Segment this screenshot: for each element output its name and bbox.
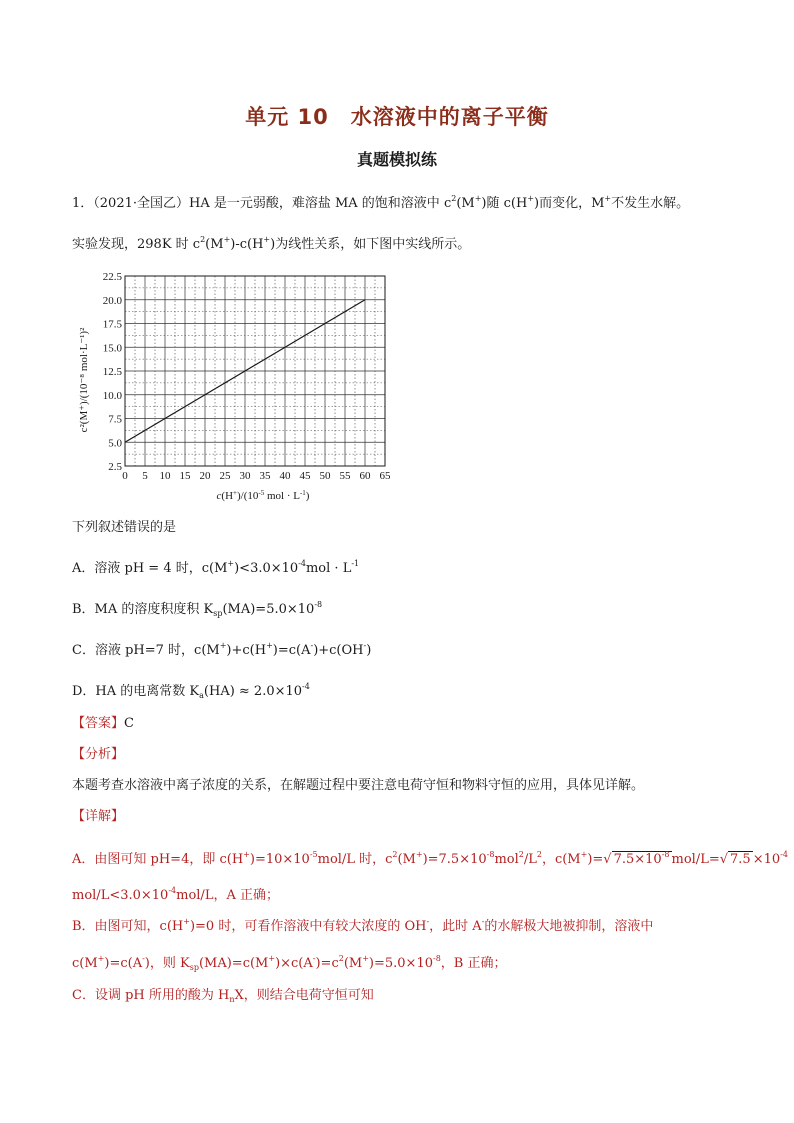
superscript: 2 [338, 954, 344, 963]
page-subtitle: 真题模拟练 [356, 150, 437, 169]
x-tick-label: 25 [219, 470, 231, 482]
y-tick-label: 20.0 [102, 294, 122, 307]
question-stem-line-2 [72, 231, 470, 254]
x-tick-label: 45 [299, 470, 311, 482]
superscript: -5 [309, 850, 318, 859]
superscript: + [266, 641, 273, 650]
text-segment: mol/L<3.0×10 [72, 888, 169, 903]
detail-c-line-1 [72, 987, 374, 1009]
y-tick-label: 22.5 [102, 271, 122, 283]
text-segment: ) [366, 643, 372, 658]
text-segment: mol/L 时，c [317, 852, 393, 867]
option-c [72, 637, 371, 660]
text-segment: ，此时 A [429, 919, 482, 934]
text-segment: ，c(M [541, 852, 581, 867]
detail-b-line-2 [72, 950, 506, 977]
text-segment: )×c(A [275, 956, 313, 971]
text-segment: 不发生水解。 [611, 196, 690, 211]
superscript: 2 [518, 850, 524, 859]
superscript: + [415, 850, 423, 859]
superscript: + [183, 917, 190, 926]
superscript: - [363, 641, 367, 650]
subscript: a [199, 691, 204, 700]
radicand [612, 851, 672, 867]
text-segment: )=0 时，可看作溶液中有较大浓度的 OH [189, 919, 427, 934]
text-segment: mol [494, 852, 519, 867]
x-tick-label: 50 [319, 470, 331, 482]
radicand: 7.5 [730, 852, 751, 867]
subscript: sp [189, 963, 199, 972]
x-label-part: mol · L [264, 490, 300, 502]
superscript: + [227, 559, 235, 568]
text-segment: (M [343, 956, 363, 971]
text-segment: C．溶液 pH=7 时，c(M [72, 643, 220, 658]
y-tick-label: 2.5 [108, 461, 122, 473]
text-segment: )= [587, 852, 604, 867]
detail-b-line-1 [72, 913, 653, 936]
text-segment: mol/L，A 正确； [176, 888, 279, 903]
superscript: - [481, 917, 485, 926]
question-stem-line-1 [72, 190, 689, 213]
superscript: -4 [298, 559, 306, 568]
y-tick-label: 7.5 [108, 413, 122, 426]
x-label-part: (H [221, 490, 234, 502]
x-label-part: ) [305, 490, 310, 502]
superscript: -8 [433, 954, 441, 963]
text-segment: 实验发现，298K 时 c [72, 237, 201, 252]
superscript: + [362, 954, 369, 963]
x-label-part: -1 [299, 489, 306, 497]
line-chart [72, 262, 402, 507]
superscript: + [223, 235, 231, 244]
detail-a-line-1 [72, 846, 788, 869]
superscript: -4 [302, 682, 310, 691]
sqrt-symbol: √ [603, 852, 612, 867]
y-tick-label: 5.0 [108, 437, 122, 450]
text-segment: (M [456, 196, 475, 211]
text-segment: (M [397, 852, 416, 867]
text-segment: ，B 正确； [440, 956, 507, 971]
text-segment: )为线性关系，如下图中实线所示。 [270, 237, 471, 252]
answer-label: 【答案】 [72, 716, 125, 731]
x-tick-label: 30 [239, 470, 251, 482]
superscript: + [268, 954, 276, 963]
analysis-label: 【分析】 [72, 747, 125, 762]
text-segment: )-c(H [230, 237, 264, 252]
answer-value: C [124, 716, 134, 731]
text-segment: (MA)=5.0×10 [222, 602, 315, 617]
text-segment: (M [205, 237, 224, 252]
text-segment: )=10×10 [249, 852, 310, 867]
superscript: -8 [486, 850, 495, 859]
text-segment: )<3.0×10 [234, 561, 299, 576]
x-tick-label: 10 [159, 470, 171, 482]
text-segment: )=c(A [272, 643, 311, 658]
text-segment: A．溶液 pH = 4 时，c(M [72, 561, 228, 576]
x-tick-label: 60 [359, 470, 371, 482]
text-segment: D．HA 的电离常数 K [72, 684, 200, 699]
superscript: + [604, 194, 612, 203]
chart-grid [125, 276, 385, 466]
x-tick-labels [122, 470, 391, 482]
text-segment: )随 c(H [481, 196, 528, 211]
superscript: + [263, 235, 271, 244]
subscript: sp [213, 609, 223, 618]
y-tick-labels [103, 271, 123, 473]
page-title: 单元 10 水溶液中的离子平衡 [245, 105, 549, 129]
superscript: -4 [168, 886, 177, 895]
superscript: + [243, 850, 250, 859]
superscript: - [142, 954, 145, 963]
x-label-part: -5 [258, 489, 265, 497]
y-tick-label: 12.5 [102, 366, 122, 378]
text-segment: ×10 [752, 852, 781, 867]
x-tick-label: 20 [199, 470, 211, 482]
superscript: -8 [314, 600, 323, 609]
superscript: + [219, 641, 227, 650]
x-tick-label: 15 [179, 470, 191, 482]
text-segment: 的水解极大地被抑制，溶液中 [484, 919, 654, 934]
text-segment: X，则结合电荷守恒可知 [234, 988, 374, 1003]
option-b [72, 596, 322, 623]
text-segment: C．设调 pH 所用的酸为 H [72, 988, 230, 1003]
superscript: - [426, 917, 430, 926]
text-segment: )=5.0×10 [368, 956, 433, 971]
option-a [72, 555, 359, 578]
y-tick-label: 17.5 [102, 318, 122, 331]
superscript: + [580, 850, 588, 859]
superscript: -8 [661, 850, 670, 859]
superscript: 2 [392, 850, 398, 859]
y-tick-label: 15.0 [102, 342, 122, 355]
x-label-part: + [233, 489, 237, 497]
text-segment: B．MA 的溶度积度积 K [72, 602, 214, 617]
superscript: 2 [536, 850, 542, 859]
option-d [72, 678, 310, 705]
x-tick-label: 5 [142, 470, 148, 482]
superscript: + [527, 194, 535, 203]
detail-a-line-2 [72, 882, 279, 905]
text-segment: 7.5×10 [613, 852, 662, 867]
x-label-part: c [216, 490, 222, 502]
y-axis-label: c²(M⁺)/(10⁻⁸ mol·L⁻¹)² [78, 327, 90, 433]
text-segment: )+c(OH [313, 643, 364, 658]
x-tick-label: 35 [259, 470, 271, 482]
text-segment: 1．（2021·全国乙）HA 是一元弱酸，难溶盐 MA 的饱和溶液中 c [72, 196, 452, 211]
superscript: + [97, 954, 105, 963]
text-segment: A．由图可知 pH=4，即 c(H [72, 852, 244, 867]
detail-label: 【详解】 [72, 809, 125, 824]
text-segment: )=c(A [104, 956, 143, 971]
text-segment: (MA)=c(M [198, 956, 269, 971]
text-segment: c(M [72, 956, 98, 971]
superscript: + [474, 194, 482, 203]
x-tick-label: 0 [122, 470, 128, 482]
text-segment: (HA) ≈ 2.0×10 [203, 684, 303, 699]
text-segment: )=c [315, 956, 339, 971]
superscript: - [310, 641, 314, 650]
x-label-part: )/(10 [236, 490, 259, 502]
x-tick-label: 65 [379, 470, 391, 482]
superscript: - [312, 954, 316, 963]
superscript: 2 [200, 235, 206, 244]
text-segment: )而变化，M [534, 196, 605, 211]
text-segment: )+c(H [226, 643, 267, 658]
x-tick-label: 40 [279, 470, 291, 482]
text-segment: )=7.5×10 [422, 852, 487, 867]
superscript: -1 [351, 559, 360, 568]
answer-line [72, 715, 134, 733]
subscript: n [229, 995, 235, 1004]
text-segment: mol/L= [671, 852, 720, 867]
superscript: 2 [451, 194, 457, 203]
x-axis-label [217, 489, 310, 502]
x-tick-label: 55 [339, 470, 351, 482]
y-tick-label: 10.0 [102, 389, 122, 402]
text-segment: /L [523, 852, 537, 867]
sqrt-symbol: √ [719, 852, 729, 867]
superscript: -4 [780, 850, 788, 859]
text-segment: )，则 K [144, 956, 190, 971]
question-prompt: 下列叙述错误的是 [72, 520, 177, 535]
text-segment: mol · L [305, 561, 352, 576]
analysis-text: 本题考查水溶液中离子浓度的关系，在解题过程中要注意电荷守恒和物料守恒的应用，具体见详解。 [72, 778, 645, 793]
text-segment: B．由图可知，c(H [72, 919, 184, 934]
